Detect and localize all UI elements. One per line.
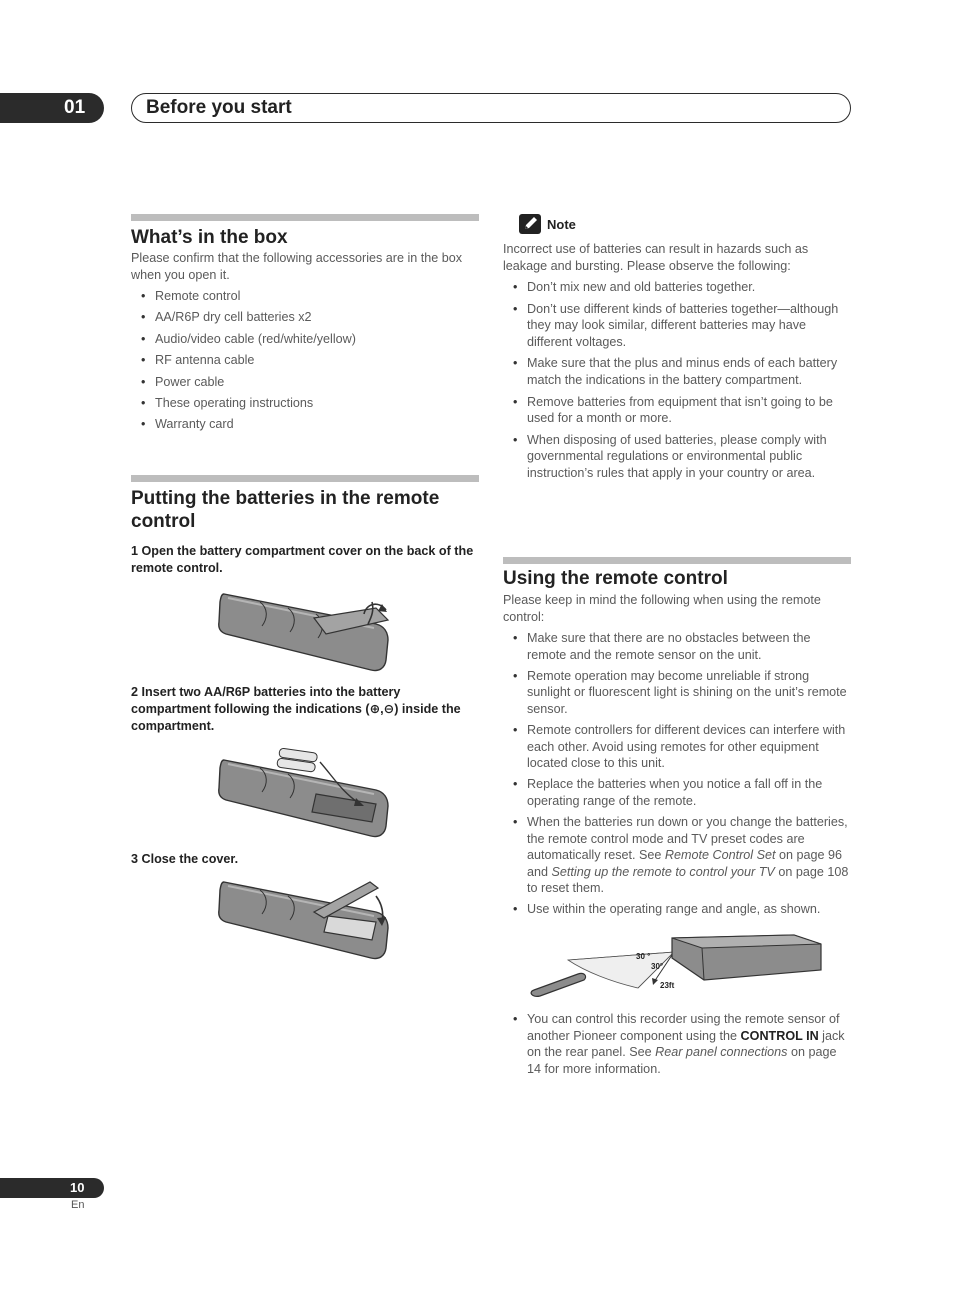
list-item: • Remote operation may become unreliable if strong sunlight or fluorescent light is shining on the unit’s remote sensor. [503, 668, 853, 718]
note-items-list [503, 279, 851, 482]
note-intro: Incorrect use of batteries can result in hazards such as leakage and bursting. Please observe the following: [503, 242, 809, 273]
list-item: • RF antenna cable [131, 352, 479, 369]
list-item: • Remote controllers for different devices can interfere with each other. Avoid using remotes for other equipment located close to this unit. [503, 722, 853, 772]
page-language: En [71, 1199, 85, 1211]
angle-top-label: 30 ° [636, 952, 651, 961]
remote-insert-batteries-illustration [216, 742, 398, 842]
section-title-remote: Using the remote control [503, 568, 728, 589]
section-rule [503, 557, 851, 564]
battery-step-3: 3 Close the cover. [131, 852, 239, 866]
remote-items-list [503, 630, 853, 918]
list-item: • Remove batteries from equipment that isn’t going to be used for a month or more. [503, 394, 851, 427]
page-number: 10 [70, 1180, 85, 1195]
list-item: • Make sure that the plus and minus ends of each battery match the indications in the battery compartment. [503, 355, 851, 388]
chapter-title: Before you start [146, 97, 292, 118]
list-item: • When disposing of used batteries, please comply with governmental regulations or environmental public instruction’s rules that apply in your country or area. [503, 432, 851, 482]
section-title-batteries: Putting the batteries in the remote control [131, 488, 440, 532]
list-item: • Remote control [131, 288, 479, 305]
list-item: • Replace the batteries when you notice a fall off in the operating range of the remote. [503, 776, 853, 809]
remote-intro: Please keep in mind the following when using the remote control: [503, 593, 821, 624]
list-item: • Don’t mix new and old batteries together. [503, 279, 851, 296]
list-item: • Don’t use different kinds of batteries together—although they may look similar, different batteries may have different voltages. [503, 301, 851, 351]
remote-close-cover-illustration [216, 878, 398, 962]
list-item: • Make sure that there are no obstacles between the remote and the remote sensor on the unit. [503, 630, 853, 663]
chapter-number: 01 [64, 97, 86, 118]
list-item: • AA/R6P dry cell batteries x2 [131, 309, 479, 326]
distance-label: 23ft [660, 981, 675, 990]
box-intro: Please confirm that the following accessories are in the box when you open it. [131, 251, 463, 282]
list-item: • You can control this recorder using the remote sensor of another Pioneer component using the CONTROL IN jack on the rear panel. See Rear panel connections on page 14 for more information. [503, 1011, 853, 1077]
note-title: Note [547, 217, 576, 232]
list-item: • Audio/video cable (red/white/yellow) [131, 331, 479, 348]
list-item: • When the batteries run down or you change the batteries, the remote control mode and TV preset codes are automatically reset. See Remote Control Set on page 96 and Setting up the remote to control your TV on page 108 to reset them. [503, 814, 853, 897]
chapter-tab [0, 93, 104, 123]
list-item: • These operating instructions [131, 395, 479, 412]
section-rule [131, 475, 479, 482]
note-pencil-icon [519, 214, 541, 234]
list-item: • Use within the operating range and angle, as shown. [503, 901, 853, 918]
remote-items-list-2 [503, 1011, 853, 1077]
remote-open-cover-illustration [216, 588, 398, 676]
list-item: • Power cable [131, 374, 479, 391]
list-item: • Warranty card [131, 416, 479, 433]
section-rule [131, 214, 479, 221]
section-title-box: What’s in the box [131, 227, 288, 248]
angle-bottom-label: 30° [651, 962, 664, 971]
battery-step-1: 1 Open the battery compartment cover on the back of the remote control. [131, 544, 474, 575]
page-number-tab [0, 1178, 104, 1198]
remote-range-diagram [526, 930, 826, 1002]
box-items-list [131, 288, 479, 433]
battery-step-2: 2 Insert two AA/R6P batteries into the battery compartment following the indications (⊕,⊖) inside the compartment. [131, 685, 461, 733]
